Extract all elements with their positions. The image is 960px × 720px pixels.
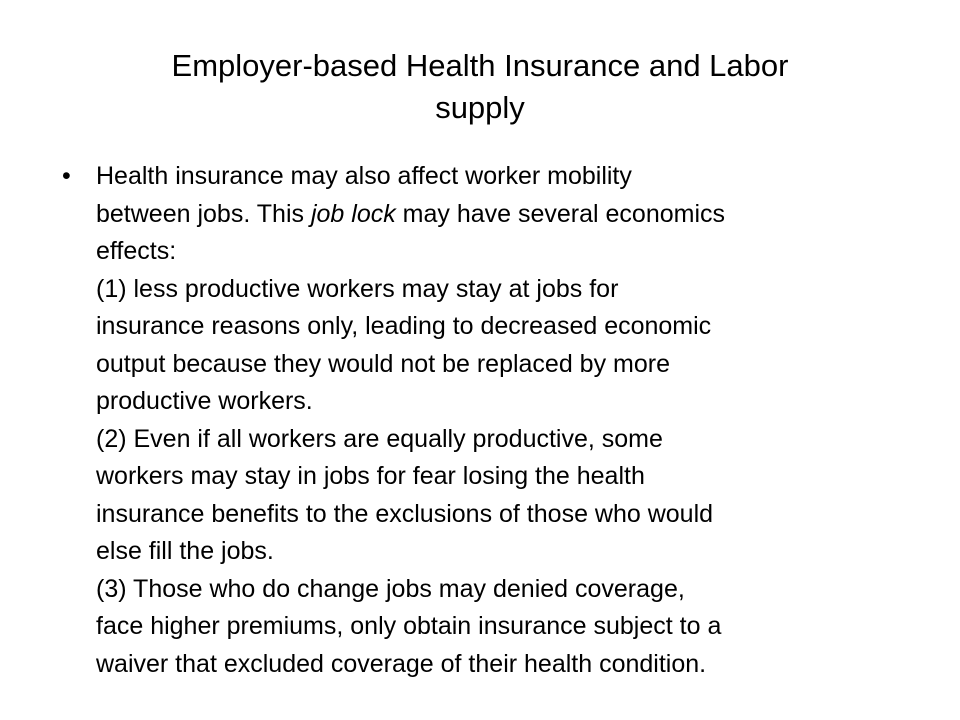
bullet-item: [62, 158, 912, 683]
bullet-icon: •: [62, 162, 71, 190]
intro-line-2-start: between jobs. This: [96, 199, 311, 228]
slide-title: [80, 45, 880, 129]
title-line-1: Employer-based Health Insurance and Labor: [171, 48, 789, 83]
point-1-line-2: insurance reasons only, leading to decreased economic: [96, 312, 712, 340]
point-2-line-2: workers may stay in jobs for fear losing the health: [96, 462, 645, 490]
point-3-line-3: waiver that excluded coverage of their health condition.: [96, 649, 707, 678]
intro-line-2-end: may have several economics: [395, 199, 726, 228]
point-1-line-3: output because they would not be replaced by more: [96, 349, 670, 378]
point-3-line-2: face higher premiums, only obtain insurance subject to a: [96, 612, 722, 640]
point-2-line-4: else fill the jobs.: [96, 537, 274, 565]
point-2-line-1: (2) Even if all workers are equally productive, some: [96, 424, 663, 453]
point-3-line-1: (3) Those who do change jobs may denied coverage,: [96, 574, 685, 603]
intro-line-2: [96, 196, 912, 234]
intro-line-1: Health insurance may also affect worker mobility: [96, 162, 632, 190]
point-1-line-1: (1) less productive workers may stay at jobs for: [96, 274, 619, 303]
point-1-line-4: productive workers.: [96, 387, 313, 415]
job-lock-term: job lock: [310, 199, 396, 228]
title-line-2: supply: [435, 90, 525, 125]
point-2-line-3: insurance benefits to the exclusions of those who would: [96, 499, 714, 528]
slide-body: [62, 158, 912, 683]
intro-line-3: effects:: [96, 237, 177, 265]
